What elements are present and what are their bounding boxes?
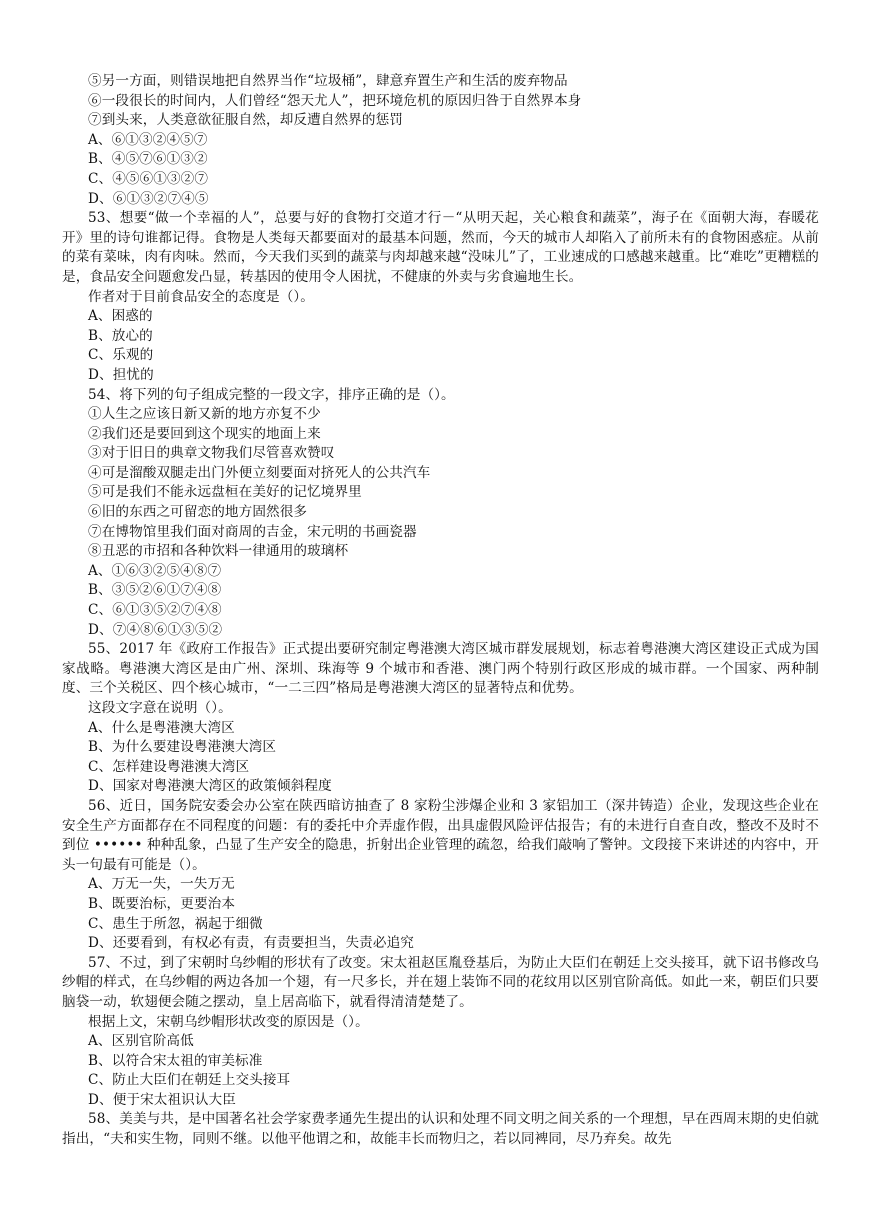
q57-option-a: A、区别官阶高低 (88, 1033, 194, 1050)
q54-option-a: A、①⑥③②⑤④⑧⑦ (88, 562, 222, 579)
q57-option-b: B、以符合宋太祖的审美标准 (88, 1052, 263, 1069)
q54-sentence-7: ⑦在博物馆里我们面对商周的吉金，宋元明的书画瓷器 (88, 523, 417, 540)
q52-option-c: C、④⑤⑥①③②⑦ (88, 170, 209, 187)
q52-option-a: A、⑥①③②④⑤⑦ (88, 131, 208, 148)
q54-stem: 54、将下列的句子组成完整的一段文字，排序正确的是（）。 (88, 386, 455, 403)
q55-option-c: C、怎样建设粤港澳大湾区 (88, 758, 250, 775)
q56-option-c: C、患生于所忽，祸起于细微 (88, 915, 263, 932)
q58-stem: 58、美美与共，是中国著名社会学家费孝通先生提出的认识和处理不同文明之间关系的一个理想，早在西周末期的史伯就指出，“夫和实生物，同则不继。以他平他谓之和，故能丰长而物归之，若以同裨同，尽乃弃矣。故先 (62, 1111, 819, 1148)
q54-sentence-5: ⑤可是我们不能永远盘桓在美好的记忆境界里 (88, 484, 362, 501)
q52-sentence-7: ⑦到头来，人类意欲征服自然，却反遭自然界的惩罚 (88, 112, 403, 129)
q57-stem: 57、不过，到了宋朝时乌纱帽的形状有了改变。宋太祖赵匡胤登基后，为防止大臣们在朝廷上交头接耳，就下诏书修改乌纱帽的样式，在乌纱帽的两边各加一个翅，有一尺多长，并在翅上装饰不同的花纹用以区别官阶高低。如此一来，朝臣们只要脑袋一动，软翅便会随之摆动，皇上居高临下，就看得清清楚楚了。 (62, 954, 819, 1010)
q53-option-b: B、放心的 (88, 327, 153, 344)
q53-stem: 53、想要“做一个幸福的人”，总要与好的食物打交道才行－“从明天起，关心粮食和蔬菜”，海子在《面朝大海，春暖花开》里的诗句谁都记得。食物是人类每天都要面对的最基本问题，然而，今天的城市人却陷入了前所未有的食物困惑症。从前的菜有菜味，肉有肉味。然而，今天我们买到的蔬菜与肉却越来越“没味儿”了，工业速成的口感越来越重。比“难吃”更糟糕的是，食品安全问题愈发凸显，转基因的使用令人困扰，不健康的外卖与劣食遍地生长。 (62, 210, 819, 285)
q54-option-d: D、⑦④⑧⑥①③⑤② (88, 621, 223, 638)
q55-option-a: A、什么是粤港澳大湾区 (88, 719, 235, 736)
q56-option-d: D、还要看到，有权必有责，有责要担当，失责必追究 (88, 935, 414, 952)
q54-sentence-6: ⑥旧的东西之可留恋的地方固然很多 (88, 504, 308, 521)
q55-option-b: B、为什么要建设粤港澳大湾区 (88, 739, 277, 756)
q54-sentence-1: ①人生之应该日新又新的地方亦复不少 (88, 406, 321, 423)
q57-option-c: C、防止大臣们在朝廷上交头接耳 (88, 1072, 291, 1089)
q54-sentence-8: ⑧丑恶的市招和各种饮料一律通用的玻璃杯 (88, 543, 349, 560)
q52-sentence-6: ⑥一段很长的时间内，人们曾经“怨天尤人”，把环境危机的原因归咎于自然界本身 (88, 92, 582, 109)
q54-option-c: C、⑥①③⑤②⑦④⑧ (88, 602, 222, 619)
q55-question: 这段文字意在说明（）。 (88, 700, 232, 716)
q56-option-a: A、万无一失，一失万无 (88, 876, 235, 893)
q52-sentence-5: ⑤另一方面，则错误地把自然界当作“垃圾桶”，肆意弃置生产和生活的废弃物品 (88, 73, 568, 89)
q53-option-d: D、担忧的 (88, 366, 154, 383)
q54-sentence-2: ②我们还是要回到这个现实的地面上来 (88, 425, 321, 442)
q53-option-c: C、乐观的 (88, 347, 154, 364)
q56-option-b: B、既要治标，更要治本 (88, 895, 236, 912)
q53-option-a: A、困惑的 (88, 308, 153, 325)
q55-stem: 55、2017 年《政府工作报告》正式提出要研究制定粤港澳大湾区城市群发展规划，标志着粤港澳大湾区建设正式成为国家战略。粤港澳大湾区是由广州、深圳、珠海等 9 个城市和香港、澳门两个特别行政区形成的城市群。一个国家、两种制度、三个关税区、四个核心城市，“一二三四”格局是粤港澳大湾区的显著特点和优势。 (62, 641, 819, 697)
q55-option-d: D、国家对粤港澳大湾区的政策倾斜程度 (88, 778, 332, 795)
q52-option-d: D、⑥①③②⑦④⑤ (88, 190, 209, 207)
q56-stem: 56、近日，国务院安委会办公室在陕西暗访抽查了 8 家粉尘涉爆企业和 3 家铝加工（深井铸造）企业，发现这些企业在安全生产方面都存在不同程度的问题：有的委托中介弄虚作假，出具虚假风险评估报告；有的未进行自查自改，整改不及时不到位 •••••• 种种乱象，凸显了生产安全的隐患，折射出企业管理的疏忽，给我们敲响了警钟。文段接下来讲述的内容中，开头一句最有可能是（）。 (62, 797, 819, 873)
q54-option-b: B、③⑤②⑥①⑦④⑧ (88, 582, 222, 599)
q57-question: 根据上文，宋朝乌纱帽形状改变的原因是（）。 (88, 1013, 369, 1030)
q54-sentence-4: ④可是溜酸双腿走出门外便立刻要面对挤死人的公共汽车 (88, 464, 431, 481)
q52-option-b: B、④⑤⑦⑥①③② (88, 151, 208, 168)
q53-question: 作者对于目前食品安全的态度是（）。 (88, 288, 314, 305)
q54-sentence-3: ③对于旧日的典章文物我们尽管喜欢赞叹 (88, 445, 335, 462)
q57-option-d: D、便于宋太祖识认大臣 (88, 1091, 236, 1108)
